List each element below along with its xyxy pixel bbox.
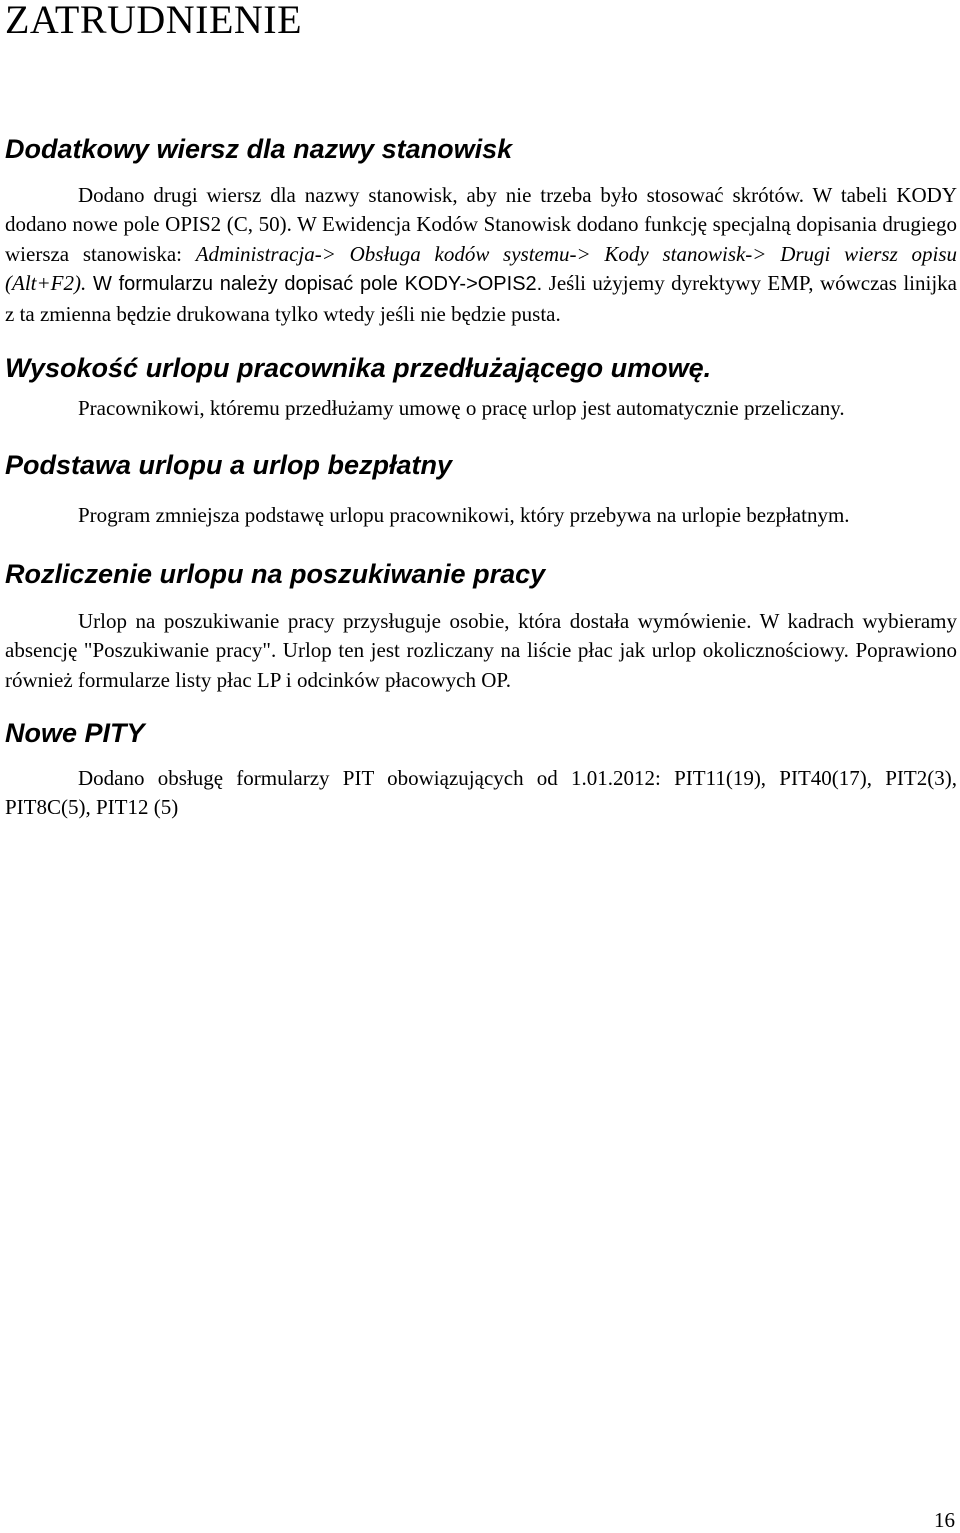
section-heading-leave-extension: Wysokość urlopu pracownika przedłużającego umowę. [5,353,712,384]
body-text: Dodano drugi wiersz dla nazwy stanowisk, aby nie trzeba było stosować skrótów. W tabeli KODY dodano nowe pole OPIS2 (C, 50). W Ewidencja Kodów Stanowisk dodano funkcję specjalną dopisania drugiego wiersza stanowiska: [5,183,957,266]
section-body-extra-line [5,181,957,329]
page-title: ZATRUDNIENIE [5,0,303,42]
section-heading-job-search-leave: Rozliczenie urlopu na poszukiwanie pracy [5,558,546,589]
body-text-sans: W formularzu należy dopisać pole KODY->OPIS2. [86,273,543,296]
section-heading-new-pit: Nowe PITY [5,718,145,749]
section-body-leave-extension: Pracownikowi, któremu przedłużamy umowę o pracę urlop jest automatycznie przeliczany. [78,396,845,421]
page-number: 16 [934,1508,955,1532]
menu-path: Administracja-> Obsługa kodów systemu-> Kody stanowisk-> Drugi wiersz opisu (Alt+F2). [5,241,957,296]
section-body-job-search-leave: Urlop na poszukiwanie pracy przysługuje osobie, która dostała wymówienie. W kadrach wybieramy absencję "Poszukiwanie pracy". Urlop ten jest rozliczany na liście płac jak urlop okolicznościowy. Poprawiono również formularze listy płac LP i odcinków płacowych OP. [5,608,957,692]
body-text-continued: Jeśli użyjemy dyrektywy EMP, wówczas linijka z ta zmienna będzie drukowana tylko wtedy jeśli nie będzie pusta. [5,271,958,326]
document-page [5,0,957,823]
section-heading-unpaid-leave: Podstawa urlopu a urlop bezpłatny [5,450,453,481]
section-body-new-pit: Dodano obsługę formularzy PIT obowiązujących od 1.01.2012: PIT11(19), PIT40(17), PIT2(3), PIT8C(5), PIT12 (5) [5,766,957,820]
section-heading-extra-line: Dodatkowy wiersz dla nazwy stanowisk [5,134,513,164]
section-body-unpaid-leave: Program zmniejsza podstawę urlopu pracownikowi, który przebywa na urlopie bezpłatnym. [78,503,850,528]
